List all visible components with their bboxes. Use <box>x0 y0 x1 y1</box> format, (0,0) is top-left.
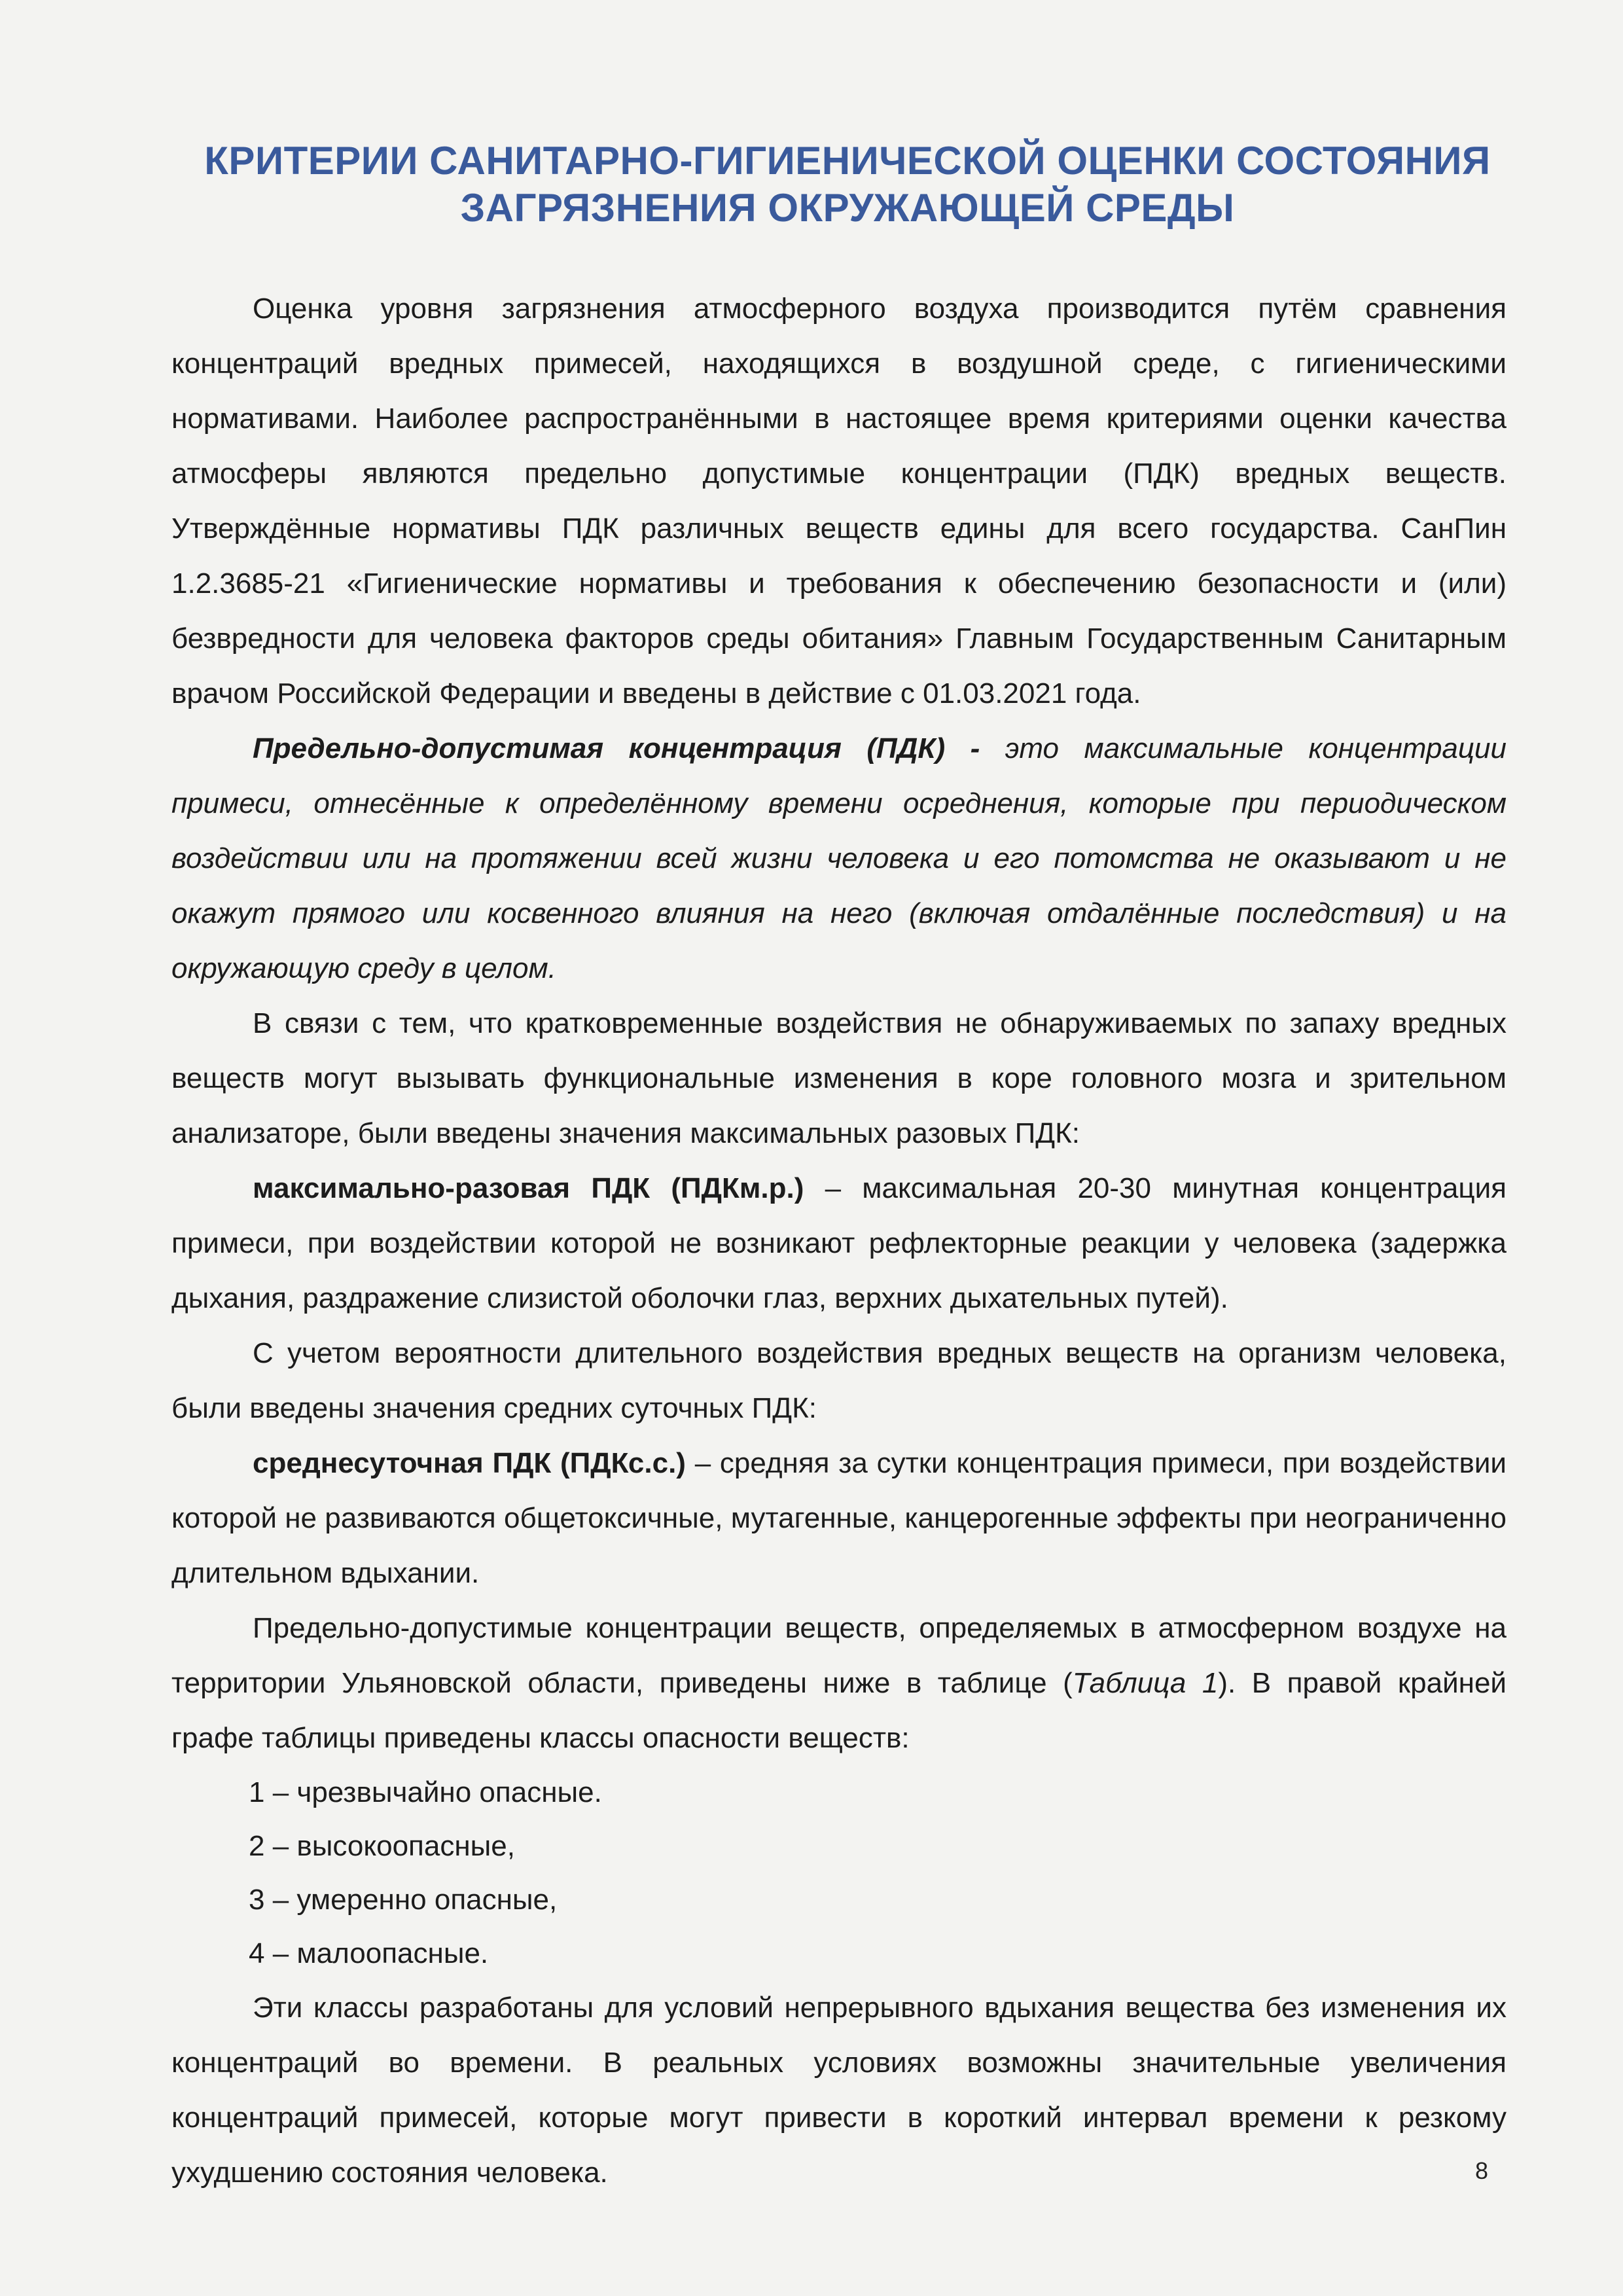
paragraph-daily-pdk <box>171 1436 1507 1601</box>
table-reference-text-after: ). В правой крайней графе таблицы приведены классы опасности веществ: <box>171 1667 1507 1754</box>
term-max-single-pdk: максимально-разовая ПДК (ПДКм.р.) <box>253 1172 804 1204</box>
page-number: 8 <box>1475 2157 1489 2184</box>
list-item: 4 – малоопасные. <box>249 1937 489 1969</box>
title-line-1: КРИТЕРИИ САНИТАРНО-ГИГИЕНИЧЕСКОЙ ОЦЕНКИ СОСТОЯНИЯ <box>204 139 1491 183</box>
definition-max-single-pdk: – максимальная 20-30 минутная концентрация примеси, при воздействии которой не возникают рефлекторные реакции у человека (задержка дыхания, раздражение слизистой оболочки глаз, верхних дыхательных путей). <box>171 1172 1507 1314</box>
list-item: 3 – умеренно опасные, <box>249 1884 558 1916</box>
paragraph-max-single-pdk <box>171 1161 1507 1326</box>
document-body <box>171 281 1507 2200</box>
term-pdk: Предельно-допустимая концентрация (ПДК) - <box>253 732 980 764</box>
paragraph-short-term: В связи с тем, что кратковременные воздействия не обнаруживаемых по запаху вредных веществ могут вызывать функциональные изменения в коре головного мозга и зрительном анализаторе, были введены значения максимальных разовых ПДК: <box>171 1007 1507 1149</box>
paragraph-intro: Оценка уровня загрязнения атмосферного воздуха производится путём сравнения концентраций вредных примесей, находящихся в воздушной среде, с гигиеническими нормативами. Наиболее распространёнными в настоящее время критериями оценки качества атмосферы являются предельно допустимые концентрации (ПДК) вредных веществ. Утверждённые нормативы ПДК различных веществ едины для всего государства. СанПин 1.2.3685-21 «Гигиенические нормативы и требования к обеспечению безопасности и (или) безвредности для человека факторов среды обитания» Главным Государственным Санитарным врачом Российской Федерации и введены в действие с 01.03.2021 года. <box>171 293 1507 709</box>
page-title <box>157 137 1538 232</box>
title-line-2: ЗАГРЯЗНЕНИЯ ОКРУЖАЮЩЕЙ СРЕДЫ <box>460 186 1235 230</box>
table-reference-link: Таблица 1 <box>1072 1667 1219 1699</box>
paragraph-table-reference <box>171 1601 1507 1766</box>
paragraph-pdk-definition <box>171 721 1507 996</box>
definition-daily-pdk: – средняя за сутки концентрация примеси, при воздействии которой не развиваются общетоксичные, мутагенные, канцерогенные эффекты при неограниченно длительном вдыхании. <box>171 1447 1507 1589</box>
table-reference-text-before: Предельно-допустимые концентрации веществ, определяемых в атмосферном воздухе на территории Ульяновской области, приведены ниже в таблице ( <box>171 1612 1507 1699</box>
paragraph-conclusion: Эти классы разработаны для условий непрерывного вдыхания вещества без изменения их концентраций во времени. В реальных условиях возможны значительные увеличения концентраций примесей, которые могут привести в короткий интервал времени к резкому ухудшению состояния человека. <box>171 1992 1507 2189</box>
paragraph-long-term: С учетом вероятности длительного воздействия вредных веществ на организм человека, были введены значения средних суточных ПДК: <box>171 1337 1507 1424</box>
hazard-classes-list <box>171 1766 1507 1981</box>
definition-pdk: это максимальные концентрации примеси, отнесённые к определённому времени осреднения, которые при периодическом воздействии или на протяжении всей жизни человека и его потомства не оказывают и не окажут прямого или косвенного влияния на него (включая отдалённые последствия) и на окружающую среду в целом. <box>171 732 1507 984</box>
list-item: 2 – высокоопасные, <box>249 1830 515 1862</box>
term-daily-pdk: среднесуточная ПДК (ПДКс.с.) <box>253 1447 686 1479</box>
list-item: 1 – чрезвычайно опасные. <box>249 1776 602 1808</box>
